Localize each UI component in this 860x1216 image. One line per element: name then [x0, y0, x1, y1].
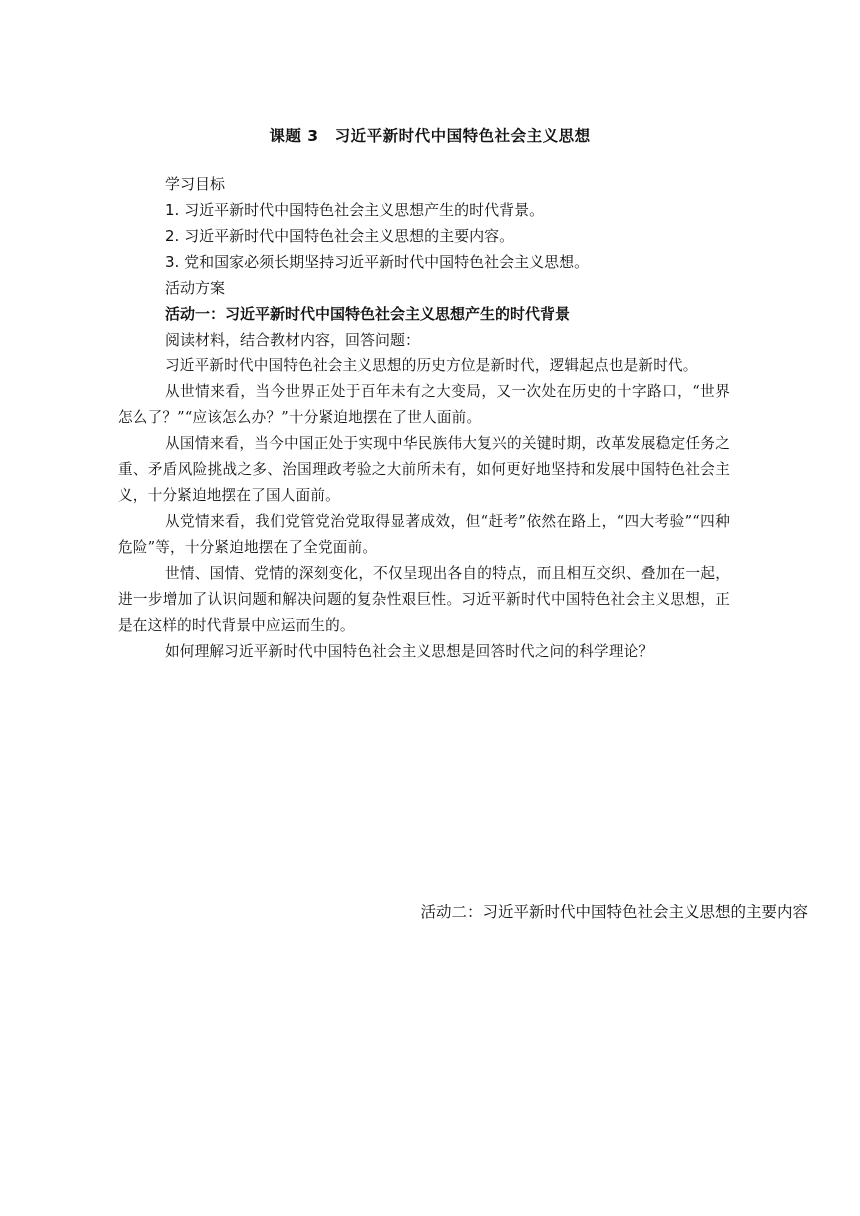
reading-paragraph: 从世情来看，当今世界正处于百年未有之大变局，又一次处在历史的十字路口，“世界怎么了？”“应该怎么办？”十分紧迫地摆在了世人面前。 — [118, 383, 730, 426]
page-title: 课题 3 习近平新时代中国特色社会主义思想 — [269, 127, 591, 145]
reading-paragraph: 习近平新时代中国特色社会主义思想的历史方位是新时代，逻辑起点也是新时代。 — [165, 357, 698, 374]
objective-item: 1. 习近平新时代中国特色社会主义思想产生的时代背景。 — [165, 201, 545, 219]
reading-paragraph: 从国情来看，当今中国正处于实现中华民族伟大复兴的关键时期，改革发展稳定任务之重、矛盾风险挑战之多、治国理政考验之大前所未有，如何更好地坚持和发展中国特色社会主义，十分紧迫地摆在了国人面前。 — [118, 435, 730, 504]
objective-item: 3. 党和国家必须长期坚持习近平新时代中国特色社会主义思想。 — [165, 253, 590, 271]
reading-paragraph: 世情、国情、党情的深刻变化，不仅呈现出各自的特点，而且相互交织、叠加在一起，进一步增加了认识问题和解决问题的复杂性艰巨性。习近平新时代中国特色社会主义思想，正是在这样的时代背景中应运而生的。 — [118, 565, 730, 634]
plan-label: 活动方案 — [165, 279, 226, 297]
activity1-heading: 活动一：习近平新时代中国特色社会主义思想产生的时代背景 — [165, 305, 571, 323]
activity2-heading: 活动二：习近平新时代中国特色社会主义思想的主要内容 — [420, 903, 808, 921]
question-text: 如何理解习近平新时代中国特色社会主义思想是回答时代之问的科学理论？ — [165, 643, 654, 660]
objectives-label: 学习目标 — [165, 175, 226, 193]
objective-item: 2. 习近平新时代中国特色社会主义思想的主要内容。 — [165, 227, 515, 245]
reading-instruction: 阅读材料，结合教材内容，回答问题： — [165, 331, 421, 349]
reading-paragraph: 从党情来看，我们党管党治党取得显著成效，但“赶考”依然在路上，“四大考验”“四种危险”等，十分紧迫地摆在了全党面前。 — [118, 513, 730, 556]
document-body — [118, 171, 730, 665]
